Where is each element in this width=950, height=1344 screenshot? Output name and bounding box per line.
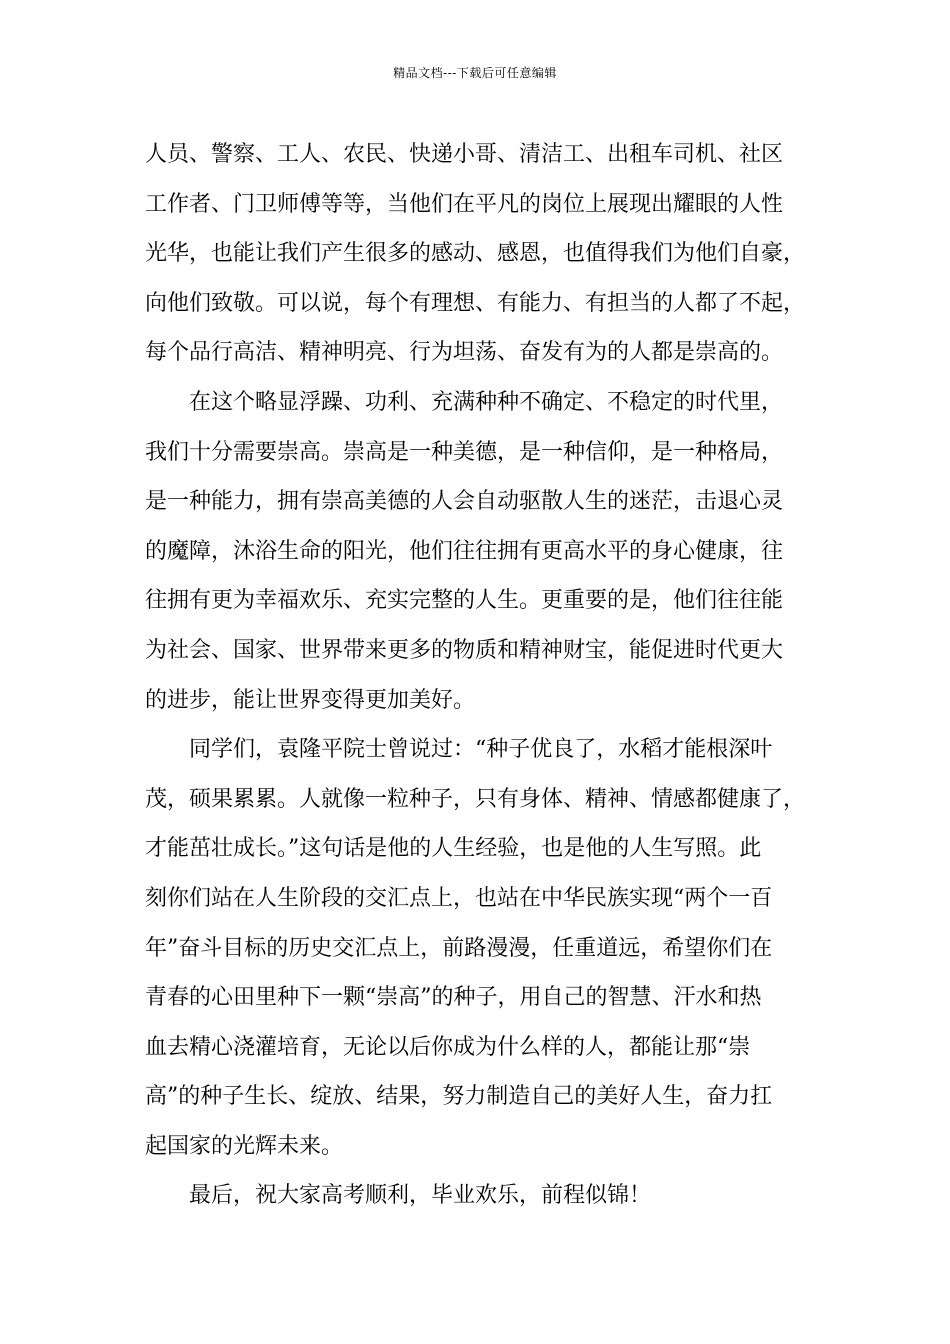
page-header: 精品文档---下载后可任意编辑: [393, 66, 557, 80]
text-line: 工作者、门卫师傅等等，当他们在平凡的岗位上展现出耀眼的人性: [145, 191, 784, 217]
text-line: 向他们致敬。可以说，每个有理想、有能力、有担当的人都了不起，: [145, 290, 806, 316]
paragraph-first-line: 同学们，袁隆平院士曾说过：“种子优良了，水稻才能根深叶: [189, 737, 773, 763]
text-line: 青春的心田里种下一颗“崇高”的种子，用自己的智慧、汗水和热: [145, 985, 762, 1011]
text-line: 人员、警察、工人、农民、快递小哥、清洁工、出租车司机、社区: [145, 142, 784, 167]
text-line: 光华，也能让我们产生很多的感动、感恩，也值得我们为他们自豪，: [145, 241, 806, 267]
text-line: 是一种能力，拥有崇高美德的人会自动驱散人生的迷茫，击退心灵: [145, 489, 784, 515]
text-line: 我们十分需要崇高。崇高是一种美德，是一种信仰，是一种格局，: [145, 439, 784, 465]
text-line: 的魔障，沐浴生命的阳光，他们往往拥有更高水平的身心健康，往: [145, 538, 784, 564]
text-line: 茂，硕果累累。人就像一粒种子，只有身体、精神、情感都健康了，: [145, 786, 806, 812]
text-line: 起国家的光辉未来。: [145, 1133, 344, 1159]
text-line: 血去精心浇灌培育，无论以后你成为什么样的人，都能让那“崇: [145, 1034, 751, 1060]
text-line: 往拥有更为幸福欢乐、充实完整的人生。更重要的是，他们往往能: [145, 588, 784, 614]
paragraph-first-line: 在这个略显浮躁、功利、充满种种不确定、不稳定的时代里，: [189, 389, 784, 415]
text-line: 的进步，能让世界变得更加美好。: [145, 687, 476, 713]
text-line: 刻你们站在人生阶段的交汇点上，也站在中华民族实现“两个一百: [145, 885, 773, 911]
text-line: 为社会、国家、世界带来更多的物质和精神财宝，能促进时代更大: [145, 637, 784, 663]
text-line: 高”的种子生长、绽放、结果，努力制造自己的美好人生，奋力扛: [145, 1084, 773, 1110]
text-line: 每个品行高洁、精神明亮、行为坦荡、奋发有为的人都是崇高的。: [145, 340, 784, 366]
text-line: 才能茁壮成长。”这句话是他的人生经验，也是他的人生写照。此: [145, 836, 762, 862]
document-body: [145, 130, 810, 1221]
closing-line: 最后，祝大家高考顺利，毕业欢乐，前程似锦！: [189, 1183, 652, 1209]
text-line: 年”奋斗目标的历史交汇点上，前路漫漫，任重道远，希望你们在: [145, 935, 773, 961]
